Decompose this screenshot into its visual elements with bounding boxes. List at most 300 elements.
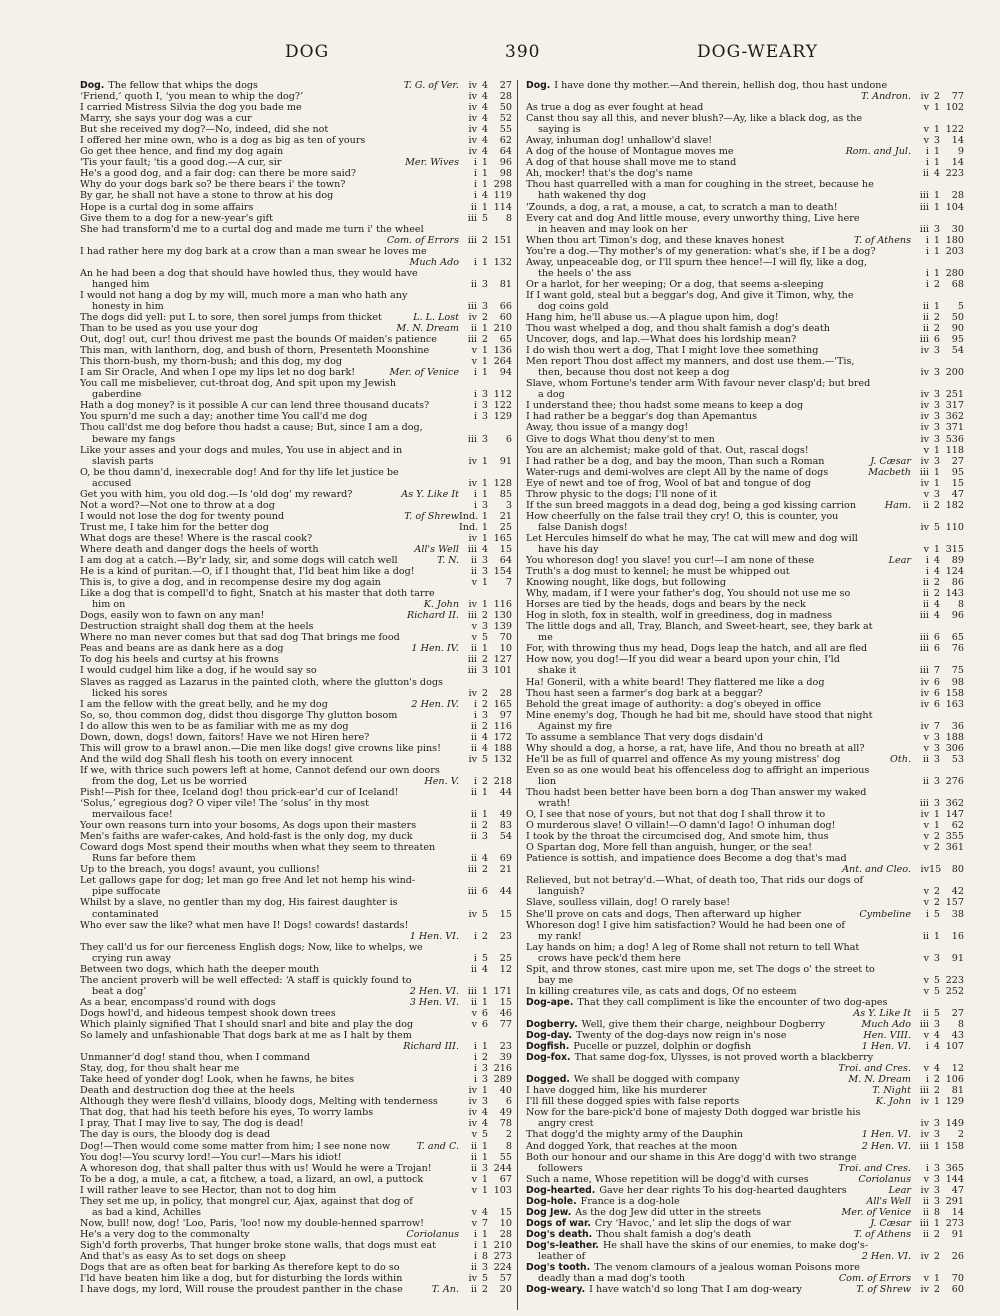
line-number: 98 <box>499 168 512 180</box>
quotation-text <box>526 456 866 467</box>
quotation-text <box>80 389 459 400</box>
line-number: 365 <box>945 1162 964 1174</box>
scene-number: 1 <box>481 455 488 467</box>
scene-number: 1 <box>933 146 940 158</box>
quotation-text <box>80 677 512 688</box>
quotation: She'll prove on cats and dogs, Then afterward up higher <box>526 908 801 920</box>
quotation-text <box>526 1141 858 1152</box>
entry-line <box>80 776 512 787</box>
quotation-text <box>526 754 886 765</box>
act-number: ii <box>470 1162 477 1174</box>
entry-line <box>80 1251 512 1262</box>
quotation-text <box>80 102 459 113</box>
quotation-text <box>80 213 459 224</box>
quotation: followers <box>538 1162 583 1174</box>
scene-number: 1 <box>481 488 488 500</box>
act-number: iii <box>467 433 477 445</box>
line-number: 23 <box>499 930 512 942</box>
quotation: Both our honour and our shame in this Are dogg'd with two strange <box>526 1151 857 1163</box>
quotation: I carried Mistress Silvia the dog you bade me <box>80 102 302 114</box>
scene-number: 2 <box>933 588 940 600</box>
entry-line <box>80 643 512 654</box>
scene-number: 2 <box>933 897 940 909</box>
quotation-text <box>526 190 911 201</box>
play-title: Oth. <box>890 753 911 765</box>
act-number: v <box>923 102 929 114</box>
line-number: 139 <box>493 621 512 633</box>
act-number: iii <box>919 223 929 235</box>
line-number: 50 <box>951 311 964 323</box>
entry-line <box>80 920 512 931</box>
line-number: 361 <box>945 842 964 854</box>
quotation-text <box>526 1063 834 1074</box>
line-number: 163 <box>945 698 964 710</box>
entry-line <box>80 1118 512 1129</box>
entry-line <box>526 975 964 986</box>
act-number: i <box>473 367 477 379</box>
entry-line <box>526 168 964 179</box>
entry-line <box>526 909 964 920</box>
quotation-text <box>80 1008 459 1019</box>
line-number: 91 <box>951 1228 964 1240</box>
quotation: For, with throwing thus my head, Dogs leap the hatch, and all are fled <box>526 643 868 655</box>
act-number: iv <box>468 1096 477 1108</box>
quotation: Ha! Goneril, with a white beard! They flattered me like a dog <box>526 676 825 688</box>
quotation-text <box>526 500 881 511</box>
quotation: Relieved, but not betray'd.—What, of death too, That rids our dogs of <box>526 875 864 887</box>
quotation: A dog of the house of Montague moves me <box>526 146 734 158</box>
scene-number: 3 <box>481 1162 488 1174</box>
scene-number: 2 <box>481 234 488 246</box>
play-title: M. N. Dream <box>396 323 459 335</box>
line-number: 70 <box>499 632 512 644</box>
quotation-text <box>526 1118 911 1129</box>
line-number: 65 <box>951 632 964 644</box>
entry-line <box>526 279 964 290</box>
scene-number: 5 <box>481 1273 488 1285</box>
line-number: 15 <box>499 543 512 555</box>
act-number: iii <box>467 665 477 677</box>
quotation-text <box>80 710 459 721</box>
entry-line <box>80 489 512 500</box>
quotation: This thorn-bush, my thorn-bush; and this dog, my dog <box>80 356 342 368</box>
entry-line <box>80 168 512 179</box>
scene-number: 2 <box>933 842 940 854</box>
act-number: i <box>473 930 477 942</box>
line-number: 180 <box>945 234 964 246</box>
act-number: i <box>473 400 477 412</box>
entry-line <box>526 677 964 688</box>
act-number: i <box>473 698 477 710</box>
line-number: 224 <box>493 1262 512 1274</box>
act-number: v <box>923 1030 929 1042</box>
entry-line <box>80 1008 512 1019</box>
line-number: 28 <box>499 1228 512 1240</box>
entry-line <box>526 235 964 246</box>
quotation-text <box>80 1284 428 1295</box>
quotation-text <box>526 1085 868 1096</box>
scene-number: 2 <box>933 323 940 335</box>
entry-line <box>80 146 512 157</box>
act-number: iii <box>467 212 477 224</box>
quotation: Cry ‘Havoc,’ and let slip the dogs of war <box>594 1217 791 1229</box>
entry-line <box>526 544 964 555</box>
quotation: lion <box>538 775 557 787</box>
line-number: 5 <box>957 300 964 312</box>
quotation: Whilst by a slave, no gentler than my dog, His fairest daughter is <box>80 897 398 909</box>
quotation: Ah, mocker! that's the dog's name <box>526 168 693 180</box>
entry-line <box>526 621 964 632</box>
scene-number: 3 <box>481 709 488 721</box>
act-number: i <box>925 245 929 257</box>
scene-number: 1 <box>481 1173 488 1185</box>
act-number: iii <box>467 334 477 346</box>
quotation-text <box>526 577 911 588</box>
line-number: 85 <box>499 488 512 500</box>
act-number: v <box>923 488 929 500</box>
quotation-text <box>526 378 964 389</box>
act-number: iii <box>919 632 929 644</box>
quotation-text <box>526 1041 858 1052</box>
line-number: 158 <box>945 1140 964 1152</box>
entry-line <box>526 632 964 643</box>
line-number: 67 <box>499 1173 512 1185</box>
quotation: Get you with him, you old dog.—Is 'old dog' my reward? <box>80 488 353 500</box>
scene-number: 3 <box>933 1129 940 1141</box>
act-number: iv <box>468 477 477 489</box>
line-number: 218 <box>493 775 512 787</box>
play-title: 2 Hen. VI. <box>861 1140 911 1152</box>
act-number: iv <box>920 455 929 467</box>
act-number: iii <box>919 190 929 202</box>
headword: Dog Jew. <box>526 1206 572 1218</box>
act-number: v <box>923 974 929 986</box>
entry-line <box>526 290 964 301</box>
act-number: v <box>471 1217 477 1229</box>
scene-number: 3 <box>933 775 940 787</box>
quotation-text <box>526 80 964 91</box>
line-number: 40 <box>499 1085 512 1097</box>
scene-number: 7 <box>481 1217 488 1229</box>
entry-line <box>80 422 512 433</box>
entry-line <box>526 91 964 102</box>
scene-number: 2 <box>933 278 940 290</box>
play-title: T. G. of Ver. <box>403 80 459 91</box>
play-title: 1 Hen. VI. <box>409 930 459 942</box>
entry-line <box>80 257 512 268</box>
quotation-text <box>80 146 459 157</box>
scene-number: 4 <box>481 113 488 125</box>
act-number: iii <box>467 234 477 246</box>
line-number: 89 <box>951 555 964 567</box>
quotation: Dogs howl'd, and hideous tempest shook down trees <box>80 1007 336 1019</box>
line-number: 54 <box>499 831 512 843</box>
line-number: 158 <box>945 687 964 699</box>
line-number: 15 <box>499 1206 512 1218</box>
quotation: That they call compliment is like the encounter of two dog-apes <box>577 996 888 1008</box>
quotation-text <box>526 942 964 953</box>
scene-number: 2 <box>933 1074 940 1086</box>
scene-number: 3 <box>481 665 488 677</box>
entry-line <box>526 886 964 897</box>
quotation-text <box>526 1074 844 1085</box>
play-title: Richard II. <box>407 610 459 622</box>
act-number: ii <box>470 201 477 213</box>
quotation: a dog <box>538 389 565 401</box>
entry-line <box>526 1196 964 1207</box>
line-number: 25 <box>499 521 512 533</box>
scene-number: 3 <box>481 1063 488 1075</box>
quotation-text <box>80 190 459 201</box>
quotation-text <box>80 1196 512 1207</box>
entry-line <box>80 997 512 1008</box>
scene-number: 1 <box>481 157 488 169</box>
entry-line <box>80 909 512 920</box>
quotation: Against my fire <box>538 720 613 732</box>
scene-number: 2 <box>481 334 488 346</box>
scene-number: 6 <box>933 676 940 688</box>
quotation-text <box>526 1174 854 1185</box>
act-number: ii <box>922 599 929 611</box>
quotation: Thou call'dst me dog before thou hadst a cause; But, since I am a dog, <box>80 422 423 434</box>
quotation-text <box>80 80 400 91</box>
entry-line <box>80 853 512 864</box>
entry-line <box>80 1019 512 1030</box>
line-number: 78 <box>499 1118 512 1130</box>
quotation: Slaves as ragged as Lazarus in the painted cloth, where the glutton's dogs <box>80 676 443 688</box>
scene-number: 2 <box>481 698 488 710</box>
quotation: Down, down, dogs! down, faitors! Have we not Hiren here? <box>80 731 370 743</box>
entry-line <box>526 643 964 654</box>
quotation-text <box>80 301 459 312</box>
entry-line <box>80 842 512 853</box>
quotation: Even so as one would beat his offenceless dog to affright an imperious <box>526 764 870 776</box>
scene-number: 15 <box>929 864 942 876</box>
scene-number: 4 <box>481 963 488 975</box>
quotation-text <box>526 113 964 124</box>
quotation-text <box>526 555 885 566</box>
line-number: 44 <box>499 787 512 798</box>
line-number: 65 <box>499 334 512 346</box>
quotation: Where no man never comes but that sad dog That brings me food <box>80 632 400 644</box>
quotation: Patience is sottish, and impatience does Become a dog that's mad <box>526 853 847 865</box>
scene-number: 6 <box>933 687 940 699</box>
quotation-text <box>526 1284 852 1295</box>
quotation: Who ever saw the like? what men have I! Dogs! cowards! dastards! <box>80 919 409 931</box>
quotation: then, because thou dost not keep a dog <box>538 367 730 379</box>
quotation-text <box>526 522 911 533</box>
scene-number: 6 <box>933 643 940 655</box>
quotation-text <box>526 864 838 875</box>
line-number: 81 <box>499 278 512 290</box>
quotation: Trust me, I take him for the better dog <box>80 521 269 533</box>
entry-line <box>526 301 964 312</box>
line-number: 44 <box>499 886 512 898</box>
act-number: v <box>471 345 477 357</box>
quotation: beat a dog’ <box>92 985 147 997</box>
quotation-text <box>526 964 964 975</box>
headword: Dogged. <box>526 1074 570 1086</box>
entry-line <box>526 411 964 422</box>
play-title: Ant. and Cleo. <box>842 864 911 876</box>
act-number: ii <box>922 323 929 335</box>
entry-line <box>526 334 964 345</box>
act-number: iv <box>920 809 929 821</box>
entry-line <box>80 190 512 201</box>
quotation-text <box>526 798 911 809</box>
line-number: 122 <box>493 400 512 412</box>
line-number: 223 <box>945 974 964 986</box>
quotation-text <box>526 621 964 632</box>
line-number: 2 <box>957 1129 964 1141</box>
quotation: leather of <box>538 1250 586 1262</box>
act-number: ii <box>470 1140 477 1152</box>
scene-number: 3 <box>481 555 488 567</box>
quotation-text <box>80 875 512 886</box>
quotation-text <box>526 920 964 931</box>
quotation-text <box>526 467 864 478</box>
act-number: ii <box>470 278 477 290</box>
entry-line <box>526 478 964 489</box>
entry-line <box>80 710 512 721</box>
quotation-text <box>80 831 459 842</box>
scene-number: 1 <box>481 521 488 533</box>
entry-line <box>80 157 512 168</box>
quotation: Pucelle or puzzel, dolphin or dogfish <box>573 1041 752 1053</box>
quotation: Hope is a curtal dog in some affairs <box>80 201 254 213</box>
act-number: ii <box>470 742 477 754</box>
quotation: Coward dogs Most spend their mouths when what they seem to threaten <box>80 842 436 854</box>
quotation: Like a dog that is compell'd to fight, Snatch at his master that doth tarre <box>80 588 435 600</box>
quotation: We shall be dogged with company <box>573 1074 740 1086</box>
line-number: 8 <box>957 1018 964 1030</box>
quotation-text <box>526 279 911 290</box>
scene-number: 3 <box>481 1096 488 1108</box>
quotation: I am dog at a catch.—By'r lady, sir, and some dogs will catch well <box>80 555 398 567</box>
scene-number: 6 <box>481 886 488 898</box>
line-number: 116 <box>493 720 512 732</box>
line-number: 172 <box>493 731 512 743</box>
quotation-text <box>526 102 911 113</box>
headword: Dog-fox. <box>526 1052 571 1064</box>
right-column <box>526 80 964 1312</box>
entry-line <box>80 290 512 301</box>
act-number: ii <box>470 555 477 567</box>
scene-number: 3 <box>933 753 940 765</box>
quotation-text <box>526 953 911 964</box>
quotation-text <box>526 1052 964 1063</box>
scene-number: 3 <box>481 621 488 633</box>
column-divider <box>517 80 518 1310</box>
quotation-text <box>80 909 459 920</box>
quotation-text <box>80 378 512 389</box>
line-number: 203 <box>945 245 964 257</box>
act-number: i <box>473 389 477 401</box>
quotation-text <box>526 643 911 654</box>
act-number: ii <box>922 588 929 600</box>
quotation: What dogs are these! Where is the rascal cook? <box>80 532 313 544</box>
quotation: Slave, whom Fortune's tender arm With favour never clasp'd; but bred <box>526 378 871 390</box>
entry-line <box>80 931 512 942</box>
line-number: 114 <box>493 201 512 213</box>
play-title: All's Well <box>414 543 459 555</box>
entry-line <box>80 202 512 213</box>
quotation: Canst thou say all this, and never blush?—Ay, like a black dog, as the <box>526 113 863 125</box>
entry-line <box>526 102 964 113</box>
act-number: v <box>471 1184 477 1196</box>
act-number: iii <box>919 643 929 655</box>
entry-line <box>526 356 964 367</box>
scene-number: 4 <box>933 610 940 622</box>
quotation: Knowing nought, like dogs, but following <box>526 577 727 589</box>
quotation: Like your asses and your dogs and mules, You use in abject and in <box>80 444 403 456</box>
quotation: Which plainly signified That I should snarl and bite and play the dog <box>80 1018 414 1030</box>
act-number: ii <box>922 753 929 765</box>
quotation: as bad a kind, Achilles <box>92 1206 202 1218</box>
line-number: 39 <box>499 1052 512 1064</box>
quotation: Your own reasons turn into your bosoms, As dogs upon their masters <box>80 820 417 832</box>
quotation: I have done thy mother.—And therein, hellish dog, thou hast undone <box>554 80 888 91</box>
quotation: That same dog-fox, Ulysses, is not proved worth a blackberry <box>574 1052 874 1064</box>
scene-number: 1 <box>481 996 488 1008</box>
entry-line <box>80 434 512 445</box>
scene-number: 3 <box>481 400 488 412</box>
quotation: Lay hands on him; a dog! A leg of Rome shall not return to tell What <box>526 941 860 953</box>
act-number: iv <box>920 345 929 357</box>
quotation: Water-rugs and demi-wolves are clept All by the name of dogs <box>526 466 829 478</box>
quotation: I'ld have beaten him like a dog, but for disturbing the lords within <box>80 1273 403 1285</box>
scene-number: 3 <box>481 831 488 843</box>
entry-line <box>80 544 512 555</box>
quotation-text <box>80 743 459 754</box>
scene-number: 4 <box>481 731 488 743</box>
quotation: A whoreson dog, that shall palter thus with us! Would he were a Trojan! <box>80 1162 432 1174</box>
quotation-text <box>80 997 406 1008</box>
entry-line <box>80 478 512 489</box>
line-number: 21 <box>499 864 512 876</box>
line-number: 95 <box>951 334 964 346</box>
line-number: 216 <box>493 1063 512 1075</box>
line-number: 371 <box>945 422 964 434</box>
entry-line <box>526 179 964 190</box>
quotation: I would not hang a dog by my will, much more a man who hath any <box>80 289 408 301</box>
play-title: As Y. Like It <box>401 488 459 500</box>
entry-line <box>80 677 512 688</box>
quotation: He's a very dog to the commonalty <box>80 1228 250 1240</box>
quotation-text <box>80 1063 459 1074</box>
play-title: Mer. Wives <box>405 157 459 169</box>
scene-number: 6 <box>481 1018 488 1030</box>
act-number: ii <box>470 831 477 843</box>
scene-number: 1 <box>933 444 940 456</box>
quotation-text <box>526 422 911 433</box>
act-number: iv <box>468 599 477 611</box>
quotation: To dog his heels and curtsy at his frowns <box>80 654 279 666</box>
act-number: i <box>473 775 477 787</box>
quotation: I'll fill these dogged spies with false reports <box>526 1096 740 1108</box>
quotation: Whoreson dog! I give him satisfaction? Would he had been one of <box>526 919 845 931</box>
quotation: Give to dogs What thou deny'st to men <box>526 433 715 445</box>
scene-number: 1 <box>933 267 940 279</box>
entry-line <box>80 809 512 820</box>
entry-line <box>80 1207 512 1218</box>
line-number: 47 <box>951 488 964 500</box>
entry-line <box>526 456 964 467</box>
line-number: 36 <box>951 720 964 732</box>
scene-number: 5 <box>481 753 488 765</box>
quotation-text <box>80 986 406 997</box>
scene-number: 5 <box>481 632 488 644</box>
